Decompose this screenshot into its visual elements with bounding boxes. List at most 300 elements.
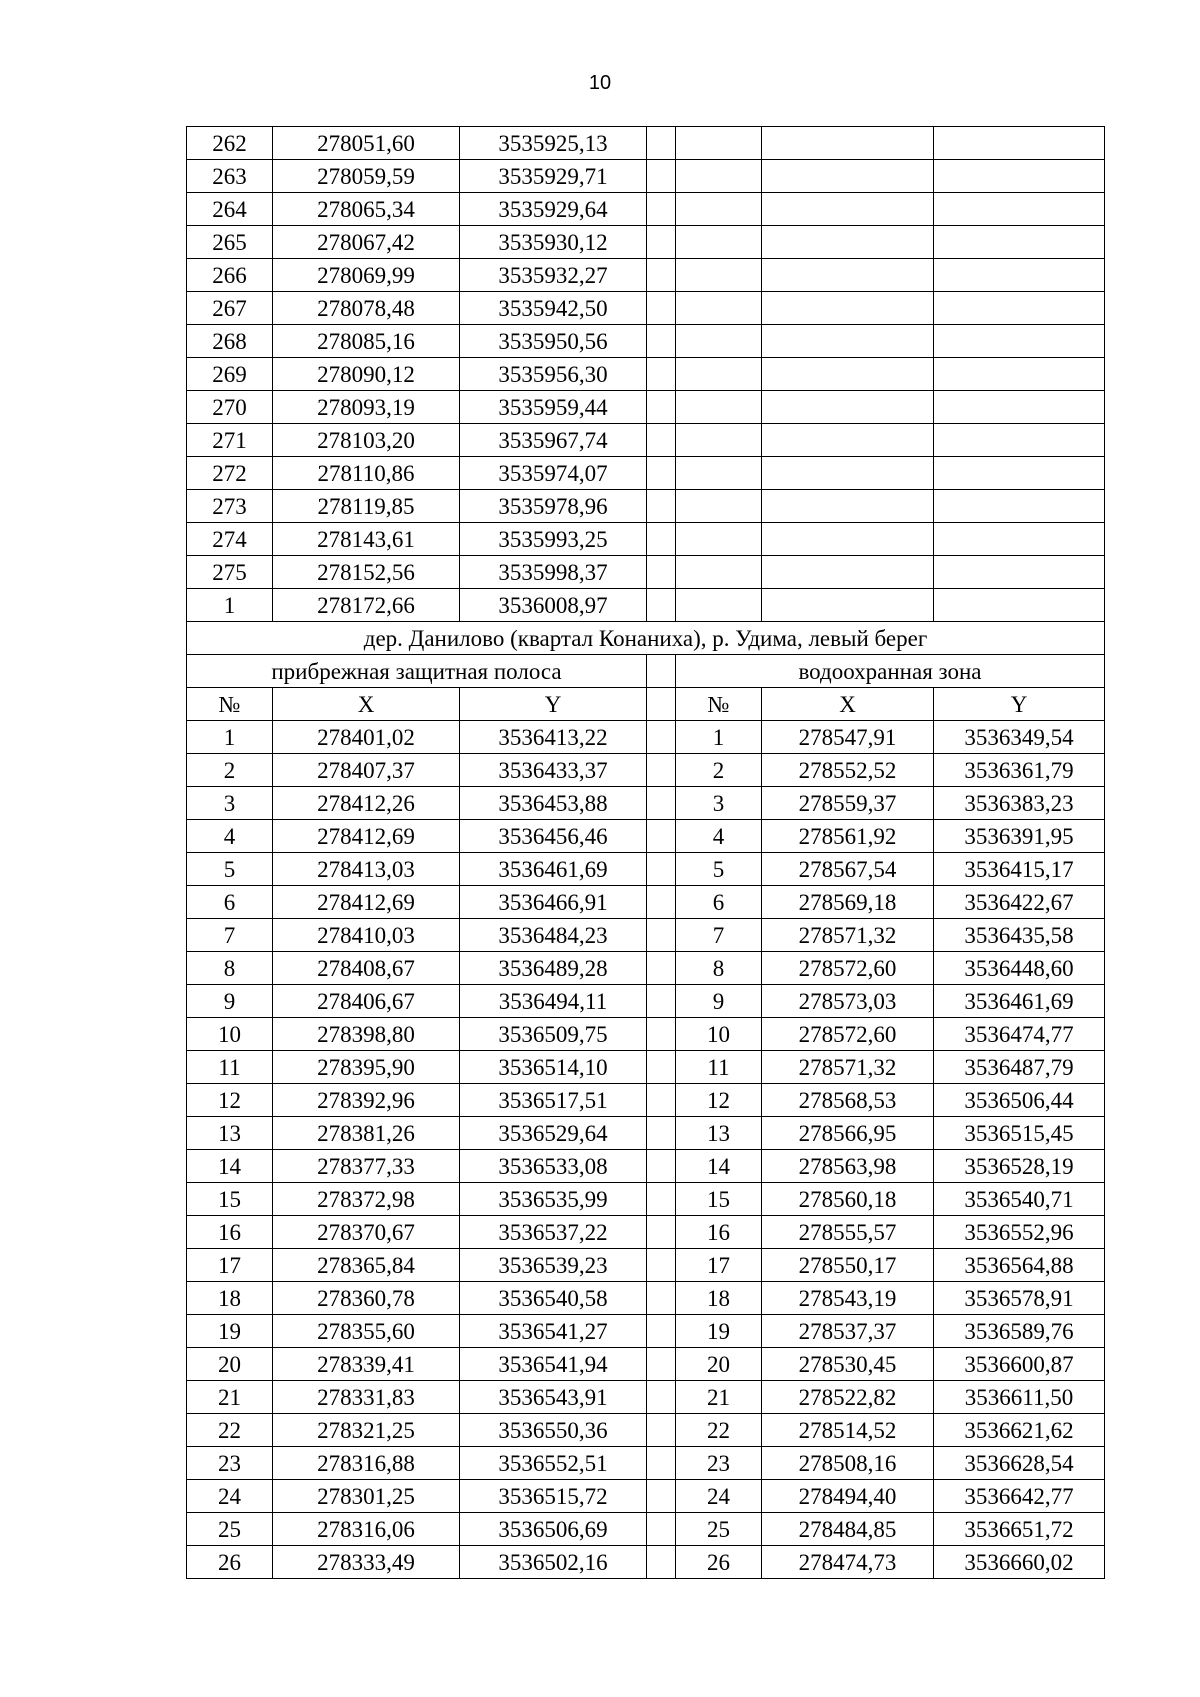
y-coordinate: 3536651,72 <box>934 1513 1105 1546</box>
x-coordinate: 278370,67 <box>273 1216 460 1249</box>
x-coordinate: 278093,19 <box>273 391 460 424</box>
x-coordinate: 278514,52 <box>762 1414 934 1447</box>
empty-cell <box>762 523 934 556</box>
x-coordinate: 278143,61 <box>273 523 460 556</box>
table-row <box>187 787 1105 820</box>
table-row <box>187 1216 1105 1249</box>
point-number: 18 <box>187 1282 273 1315</box>
empty-cell <box>934 358 1105 391</box>
empty-cell <box>934 523 1105 556</box>
x-coordinate: 278494,40 <box>762 1480 934 1513</box>
y-coordinate: 3536461,69 <box>934 985 1105 1018</box>
empty-cell <box>934 160 1105 193</box>
x-coordinate: 278301,25 <box>273 1480 460 1513</box>
point-number: 270 <box>187 391 273 424</box>
zone-title-row <box>187 655 1105 688</box>
empty-cell <box>934 193 1105 226</box>
point-number: 7 <box>187 919 273 952</box>
empty-cell <box>762 292 934 325</box>
x-coordinate: 278406,67 <box>273 985 460 1018</box>
spacer-cell <box>647 1480 676 1513</box>
y-coordinate: 3536550,36 <box>460 1414 647 1447</box>
table-row <box>187 523 1105 556</box>
table-row <box>187 1183 1105 1216</box>
spacer-cell <box>647 226 676 259</box>
header-number: № <box>676 688 762 721</box>
y-coordinate: 3535930,12 <box>460 226 647 259</box>
point-number: 4 <box>187 820 273 853</box>
x-coordinate: 278552,52 <box>762 754 934 787</box>
table-row <box>187 556 1105 589</box>
point-number: 6 <box>187 886 273 919</box>
spacer-cell <box>647 886 676 919</box>
x-coordinate: 278408,67 <box>273 952 460 985</box>
point-number: 22 <box>187 1414 273 1447</box>
x-coordinate: 278573,03 <box>762 985 934 1018</box>
spacer-cell <box>647 721 676 754</box>
x-coordinate: 278365,84 <box>273 1249 460 1282</box>
empty-cell <box>934 259 1105 292</box>
x-coordinate: 278316,06 <box>273 1513 460 1546</box>
x-coordinate: 278119,85 <box>273 490 460 523</box>
y-coordinate: 3536509,75 <box>460 1018 647 1051</box>
x-coordinate: 278059,59 <box>273 160 460 193</box>
spacer-cell <box>647 1282 676 1315</box>
point-number: 16 <box>187 1216 273 1249</box>
table-row <box>187 391 1105 424</box>
y-coordinate: 3535978,96 <box>460 490 647 523</box>
x-coordinate: 278152,56 <box>273 556 460 589</box>
y-coordinate: 3536541,94 <box>460 1348 647 1381</box>
y-coordinate: 3535998,37 <box>460 556 647 589</box>
table-row <box>187 886 1105 919</box>
coordinates-table <box>186 126 1105 1579</box>
point-number: 271 <box>187 424 273 457</box>
point-number: 26 <box>187 1546 273 1579</box>
point-number: 20 <box>676 1348 762 1381</box>
header-y: Y <box>460 688 647 721</box>
x-coordinate: 278398,80 <box>273 1018 460 1051</box>
x-coordinate: 278508,16 <box>762 1447 934 1480</box>
x-coordinate: 278381,26 <box>273 1117 460 1150</box>
x-coordinate: 278484,85 <box>762 1513 934 1546</box>
y-coordinate: 3536435,58 <box>934 919 1105 952</box>
spacer-cell <box>647 1018 676 1051</box>
table-row <box>187 721 1105 754</box>
point-number: 1 <box>187 589 273 622</box>
y-coordinate: 3536543,91 <box>460 1381 647 1414</box>
empty-cell <box>934 589 1105 622</box>
empty-cell <box>676 523 762 556</box>
empty-cell <box>676 358 762 391</box>
point-number: 11 <box>187 1051 273 1084</box>
y-coordinate: 3536600,87 <box>934 1348 1105 1381</box>
x-coordinate: 278339,41 <box>273 1348 460 1381</box>
y-coordinate: 3535942,50 <box>460 292 647 325</box>
table-row <box>187 853 1105 886</box>
point-number: 16 <box>676 1216 762 1249</box>
empty-cell <box>762 259 934 292</box>
empty-cell <box>934 226 1105 259</box>
table-row <box>187 1315 1105 1348</box>
spacer-cell <box>647 1348 676 1381</box>
x-coordinate: 278321,25 <box>273 1414 460 1447</box>
spacer-cell <box>647 1414 676 1447</box>
table-row <box>187 1447 1105 1480</box>
table-row <box>187 1150 1105 1183</box>
empty-cell <box>676 424 762 457</box>
header-y: Y <box>934 688 1105 721</box>
spacer-cell <box>647 985 676 1018</box>
point-number: 2 <box>676 754 762 787</box>
section-title: дер. Данилово (квартал Конаниха), р. Удима, левый берег <box>187 622 1105 655</box>
x-coordinate: 278522,82 <box>762 1381 934 1414</box>
y-coordinate: 3535950,56 <box>460 325 647 358</box>
empty-cell <box>934 556 1105 589</box>
y-coordinate: 3536515,72 <box>460 1480 647 1513</box>
y-coordinate: 3536539,23 <box>460 1249 647 1282</box>
x-coordinate: 278412,26 <box>273 787 460 820</box>
y-coordinate: 3536535,99 <box>460 1183 647 1216</box>
y-coordinate: 3536642,77 <box>934 1480 1105 1513</box>
spacer-cell <box>647 1084 676 1117</box>
table-row <box>187 1381 1105 1414</box>
header-row <box>187 688 1105 721</box>
point-number: 24 <box>187 1480 273 1513</box>
spacer-cell <box>647 457 676 490</box>
x-coordinate: 278069,99 <box>273 259 460 292</box>
spacer-cell <box>647 1150 676 1183</box>
spacer-cell <box>647 325 676 358</box>
table-row <box>187 226 1105 259</box>
x-coordinate: 278172,66 <box>273 589 460 622</box>
y-coordinate: 3536349,54 <box>934 721 1105 754</box>
point-number: 14 <box>676 1150 762 1183</box>
x-coordinate: 278067,42 <box>273 226 460 259</box>
empty-cell <box>762 193 934 226</box>
point-number: 4 <box>676 820 762 853</box>
point-number: 5 <box>187 853 273 886</box>
empty-cell <box>762 391 934 424</box>
point-number: 19 <box>187 1315 273 1348</box>
y-coordinate: 3536474,77 <box>934 1018 1105 1051</box>
table-row <box>187 1018 1105 1051</box>
x-coordinate: 278316,88 <box>273 1447 460 1480</box>
table-row <box>187 424 1105 457</box>
point-number: 22 <box>676 1414 762 1447</box>
x-coordinate: 278412,69 <box>273 886 460 919</box>
table-row <box>187 358 1105 391</box>
point-number: 1 <box>187 721 273 754</box>
point-number: 10 <box>676 1018 762 1051</box>
point-number: 10 <box>187 1018 273 1051</box>
table-row <box>187 820 1105 853</box>
x-coordinate: 278078,48 <box>273 292 460 325</box>
empty-cell <box>676 490 762 523</box>
empty-cell <box>676 226 762 259</box>
y-coordinate: 3536517,51 <box>460 1084 647 1117</box>
y-coordinate: 3535925,13 <box>460 127 647 160</box>
point-number: 275 <box>187 556 273 589</box>
table-row <box>187 952 1105 985</box>
table-row <box>187 1282 1105 1315</box>
point-number: 3 <box>676 787 762 820</box>
spacer-cell <box>647 1447 676 1480</box>
table-row <box>187 1084 1105 1117</box>
table-row <box>187 193 1105 226</box>
x-coordinate: 278569,18 <box>762 886 934 919</box>
point-number: 21 <box>676 1381 762 1414</box>
y-coordinate: 3536391,95 <box>934 820 1105 853</box>
x-coordinate: 278413,03 <box>273 853 460 886</box>
spacer-cell <box>647 1183 676 1216</box>
x-coordinate: 278333,49 <box>273 1546 460 1579</box>
table-row <box>187 259 1105 292</box>
y-coordinate: 3536448,60 <box>934 952 1105 985</box>
y-coordinate: 3536422,67 <box>934 886 1105 919</box>
spacer-cell <box>647 292 676 325</box>
empty-cell <box>762 490 934 523</box>
page-number: 10 <box>588 72 612 94</box>
spacer-cell <box>647 1051 676 1084</box>
table-row <box>187 1414 1105 1447</box>
point-number: 15 <box>676 1183 762 1216</box>
spacer-cell <box>647 820 676 853</box>
table-row <box>187 985 1105 1018</box>
table-row <box>187 292 1105 325</box>
spacer-cell <box>647 853 676 886</box>
y-coordinate: 3536484,23 <box>460 919 647 952</box>
empty-cell <box>934 292 1105 325</box>
x-coordinate: 278530,45 <box>762 1348 934 1381</box>
y-coordinate: 3536578,91 <box>934 1282 1105 1315</box>
point-number: 11 <box>676 1051 762 1084</box>
x-coordinate: 278572,60 <box>762 952 934 985</box>
y-coordinate: 3536487,79 <box>934 1051 1105 1084</box>
empty-cell <box>934 457 1105 490</box>
point-number: 266 <box>187 259 273 292</box>
section-row <box>187 622 1105 655</box>
empty-cell <box>762 589 934 622</box>
x-coordinate: 278572,60 <box>762 1018 934 1051</box>
right-zone-title: водоохранная зона <box>676 655 1105 688</box>
x-coordinate: 278051,60 <box>273 127 460 160</box>
point-number: 15 <box>187 1183 273 1216</box>
empty-cell <box>934 127 1105 160</box>
x-coordinate: 278355,60 <box>273 1315 460 1348</box>
y-coordinate: 3536621,62 <box>934 1414 1105 1447</box>
x-coordinate: 278568,53 <box>762 1084 934 1117</box>
empty-cell <box>676 160 762 193</box>
y-coordinate: 3536413,22 <box>460 721 647 754</box>
y-coordinate: 3536494,11 <box>460 985 647 1018</box>
y-coordinate: 3536489,28 <box>460 952 647 985</box>
spacer-cell <box>647 1513 676 1546</box>
empty-cell <box>762 358 934 391</box>
x-coordinate: 278410,03 <box>273 919 460 952</box>
point-number: 12 <box>187 1084 273 1117</box>
x-coordinate: 278566,95 <box>762 1117 934 1150</box>
x-coordinate: 278401,02 <box>273 721 460 754</box>
spacer-cell <box>647 589 676 622</box>
y-coordinate: 3535967,74 <box>460 424 647 457</box>
y-coordinate: 3536383,23 <box>934 787 1105 820</box>
spacer-cell <box>647 523 676 556</box>
x-coordinate: 278331,83 <box>273 1381 460 1414</box>
point-number: 25 <box>187 1513 273 1546</box>
point-number: 24 <box>676 1480 762 1513</box>
x-coordinate: 278090,12 <box>273 358 460 391</box>
table-row <box>187 1117 1105 1150</box>
y-coordinate: 3536552,96 <box>934 1216 1105 1249</box>
x-coordinate: 278537,37 <box>762 1315 934 1348</box>
empty-cell <box>762 556 934 589</box>
header-x: X <box>273 688 460 721</box>
y-coordinate: 3536541,27 <box>460 1315 647 1348</box>
x-coordinate: 278567,54 <box>762 853 934 886</box>
x-coordinate: 278065,34 <box>273 193 460 226</box>
empty-cell <box>762 127 934 160</box>
point-number: 1 <box>676 721 762 754</box>
point-number: 12 <box>676 1084 762 1117</box>
y-coordinate: 3536453,88 <box>460 787 647 820</box>
y-coordinate: 3536461,69 <box>460 853 647 886</box>
spacer-cell <box>647 193 676 226</box>
y-coordinate: 3536540,58 <box>460 1282 647 1315</box>
header-x: X <box>762 688 934 721</box>
point-number: 18 <box>676 1282 762 1315</box>
point-number: 274 <box>187 523 273 556</box>
empty-cell <box>676 391 762 424</box>
y-coordinate: 3536529,64 <box>460 1117 647 1150</box>
x-coordinate: 278547,91 <box>762 721 934 754</box>
point-number: 9 <box>187 985 273 1018</box>
point-number: 9 <box>676 985 762 1018</box>
x-coordinate: 278474,73 <box>762 1546 934 1579</box>
table-row <box>187 490 1105 523</box>
empty-cell <box>676 259 762 292</box>
table-row <box>187 1348 1105 1381</box>
point-number: 19 <box>676 1315 762 1348</box>
y-coordinate: 3536528,19 <box>934 1150 1105 1183</box>
y-coordinate: 3536660,02 <box>934 1546 1105 1579</box>
point-number: 5 <box>676 853 762 886</box>
x-coordinate: 278543,19 <box>762 1282 934 1315</box>
table-row <box>187 127 1105 160</box>
empty-cell <box>676 457 762 490</box>
y-coordinate: 3536008,97 <box>460 589 647 622</box>
y-coordinate: 3536466,91 <box>460 886 647 919</box>
empty-cell <box>676 292 762 325</box>
point-number: 13 <box>676 1117 762 1150</box>
y-coordinate: 3535956,30 <box>460 358 647 391</box>
point-number: 262 <box>187 127 273 160</box>
y-coordinate: 3536415,17 <box>934 853 1105 886</box>
x-coordinate: 278555,57 <box>762 1216 934 1249</box>
empty-cell <box>676 325 762 358</box>
y-coordinate: 3536552,51 <box>460 1447 647 1480</box>
x-coordinate: 278392,96 <box>273 1084 460 1117</box>
table-row <box>187 325 1105 358</box>
x-coordinate: 278103,20 <box>273 424 460 457</box>
x-coordinate: 278412,69 <box>273 820 460 853</box>
table-row <box>187 589 1105 622</box>
table-row <box>187 160 1105 193</box>
table-row <box>187 1480 1105 1513</box>
spacer-cell <box>647 952 676 985</box>
y-coordinate: 3536540,71 <box>934 1183 1105 1216</box>
table-row <box>187 919 1105 952</box>
spacer-cell <box>647 1546 676 1579</box>
empty-cell <box>762 424 934 457</box>
point-number: 8 <box>676 952 762 985</box>
point-number: 6 <box>676 886 762 919</box>
spacer-cell <box>647 358 676 391</box>
empty-cell <box>934 490 1105 523</box>
spacer-cell <box>647 655 676 688</box>
spacer-cell <box>647 1315 676 1348</box>
y-coordinate: 3536537,22 <box>460 1216 647 1249</box>
x-coordinate: 278085,16 <box>273 325 460 358</box>
x-coordinate: 278372,98 <box>273 1183 460 1216</box>
spacer-cell <box>647 1216 676 1249</box>
point-number: 2 <box>187 754 273 787</box>
x-coordinate: 278110,86 <box>273 457 460 490</box>
spacer-cell <box>647 1249 676 1282</box>
y-coordinate: 3535993,25 <box>460 523 647 556</box>
point-number: 7 <box>676 919 762 952</box>
spacer-cell <box>647 1381 676 1414</box>
empty-cell <box>762 226 934 259</box>
x-coordinate: 278395,90 <box>273 1051 460 1084</box>
left-zone-title: прибрежная защитная полоса <box>187 655 647 688</box>
point-number: 21 <box>187 1381 273 1414</box>
y-coordinate: 3536433,37 <box>460 754 647 787</box>
y-coordinate: 3536515,45 <box>934 1117 1105 1150</box>
spacer-cell <box>647 259 676 292</box>
point-number: 3 <box>187 787 273 820</box>
y-coordinate: 3536506,44 <box>934 1084 1105 1117</box>
x-coordinate: 278571,32 <box>762 1051 934 1084</box>
y-coordinate: 3536589,76 <box>934 1315 1105 1348</box>
empty-cell <box>676 556 762 589</box>
point-number: 272 <box>187 457 273 490</box>
y-coordinate: 3536628,54 <box>934 1447 1105 1480</box>
x-coordinate: 278563,98 <box>762 1150 934 1183</box>
empty-cell <box>676 589 762 622</box>
point-number: 20 <box>187 1348 273 1381</box>
spacer-cell <box>647 688 676 721</box>
table-row <box>187 1546 1105 1579</box>
empty-cell <box>676 193 762 226</box>
empty-cell <box>676 127 762 160</box>
y-coordinate: 3535974,07 <box>460 457 647 490</box>
y-coordinate: 3535932,27 <box>460 259 647 292</box>
point-number: 25 <box>676 1513 762 1546</box>
point-number: 273 <box>187 490 273 523</box>
spacer-cell <box>647 391 676 424</box>
spacer-cell <box>647 787 676 820</box>
x-coordinate: 278560,18 <box>762 1183 934 1216</box>
point-number: 23 <box>676 1447 762 1480</box>
y-coordinate: 3536514,10 <box>460 1051 647 1084</box>
y-coordinate: 3536502,16 <box>460 1546 647 1579</box>
point-number: 17 <box>187 1249 273 1282</box>
x-coordinate: 278407,37 <box>273 754 460 787</box>
spacer-cell <box>647 1117 676 1150</box>
point-number: 8 <box>187 952 273 985</box>
point-number: 267 <box>187 292 273 325</box>
